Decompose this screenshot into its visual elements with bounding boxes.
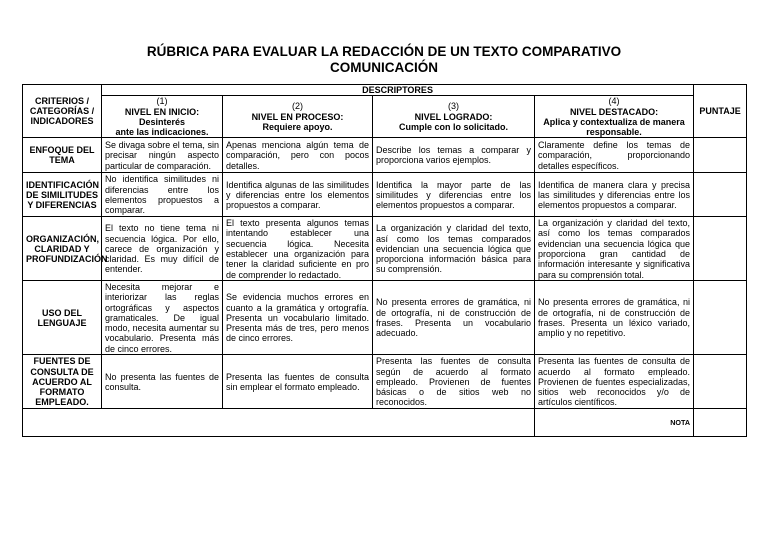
descriptor-cell: Se divaga sobre el tema, sin precisar ningún aspecto particular de comparación. [102, 138, 223, 173]
descriptor-cell: Describe los temas a comparar y proporciona varios ejemplos. [373, 138, 535, 173]
nota-row [23, 409, 747, 437]
level-4-header [535, 96, 694, 138]
score-cell [694, 217, 747, 281]
rubric-row-enfoque [23, 138, 747, 173]
descriptor-cell: Presenta las fuentes de consulta sin emplear el formato empleado. [223, 355, 373, 409]
header-row-levels [23, 96, 747, 138]
rubric-row-similitudes [23, 173, 747, 217]
descriptor-cell: No presenta errores de gramática, ni de ortografía, ni de construcción de frases. Presenta un léxico variado, amplio y no repetitivo. [535, 281, 694, 355]
descriptores-header: DESCRIPTORES [102, 85, 694, 96]
criterion-label: ENFOQUE DEL TEMA [23, 138, 102, 173]
criterion-label: ORGANIZACIÓN, CLARIDAD Y PROFUNDIZACIÓN [23, 217, 102, 281]
criterion-label: IDENTIFICACIÓN DE SIMILITUDES Y DIFERENCIAS [23, 173, 102, 217]
level-description: Requiere apoyo. [262, 122, 333, 133]
level-number: (1) [156, 96, 168, 107]
descriptor-cell: Necesita mejorar e interiorizar las reglas ortográficas y aspectos gramaticales. De igual modo, necesita aumentar su vocabulario. Presenta más de cinco errores. [102, 281, 223, 355]
level-number: (3) [448, 101, 459, 112]
score-cell [694, 138, 747, 173]
rubric-row-organizacion [23, 217, 747, 281]
level-description: Cumple con lo solicitado. [398, 122, 508, 133]
criteria-header: CRITERIOS / CATEGORÍAS / INDICADORES [23, 85, 102, 138]
header-row-top [23, 85, 747, 96]
descriptor-cell: El texto presenta algunos temas intentando establecer una secuencia lógica. Necesita establecer una organización para tener la claridad suficiente en pro de comprender lo redactado. [223, 217, 373, 281]
rubric-table [22, 84, 747, 437]
descriptor-cell: Claramente define los temas de comparación, proporcionando detalles específicos. [535, 138, 694, 173]
level-description: Aplica y contextualiza de manera responsable. [543, 116, 685, 138]
nota-value-cell [694, 409, 747, 437]
level-3-header [373, 96, 535, 138]
descriptor-cell: Apenas menciona algún tema de comparación, pero con pocos detalles. [223, 138, 373, 173]
title-line-1: RÚBRICA PARA EVALUAR LA REDACCIÓN DE UN TEXTO COMPARATIVO [146, 44, 622, 59]
descriptor-cell: No identifica similitudes ni diferencias entre los elementos propuestos a comparar. [102, 173, 223, 217]
level-2-header [223, 96, 373, 138]
score-cell [694, 281, 747, 355]
rubric-row-fuentes [23, 355, 747, 409]
score-cell [694, 355, 747, 409]
level-name: NIVEL DESTACADO: [569, 106, 659, 117]
level-number: (4) [608, 96, 620, 107]
descriptor-cell: El texto no tiene tema ni secuencia lógica. Por ello, carece de organización y claridad. Es muy difícil de entender. [102, 217, 223, 281]
descriptor-cell: No presenta las fuentes de consulta. [102, 355, 223, 409]
descriptor-cell: Se evidencia muchos errores en cuanto a la gramática y ortografía. Presenta un vocabulario limitado. Presenta más de tres, pero menos de cinco errores. [223, 281, 373, 355]
level-number: (2) [292, 101, 303, 112]
descriptor-cell: La organización y claridad del texto, así como los temas comparados evidencian una secuencia lógica que proporciona gran cantidad de información interesante y significativa para su comprensión total. [535, 217, 694, 281]
descriptor-cell: La organización y claridad del texto, así como los temas comparados evidencian una secuencia lógica que proporciona información básica para su comprensión. [373, 217, 535, 281]
descriptor-cell: Identifica algunas de las similitudes y diferencias entre los elementos propuestos a comparar. [223, 173, 373, 217]
criterion-label: USO DEL LENGUAJE [23, 281, 102, 355]
level-name: NIVEL LOGRADO: [414, 111, 493, 122]
descriptor-cell: No presenta errores de gramática, ni de ortografía, ni de construcción de frases. Presenta un vocabulario adecuado. [373, 281, 535, 355]
level-name: NIVEL EN PROCESO: [251, 111, 344, 122]
descriptor-cell: Presenta las fuentes de consulta de acuerdo al formato empleado. Provienen de fuentes especializadas, sitios web reconocidos y/o de artículos científicos. [535, 355, 694, 409]
descriptor-cell: Identifica la mayor parte de las similitudes y diferencias entre los elementos propuestos a comparar. [373, 173, 535, 217]
descriptor-cell: Presenta las fuentes de consulta según de acuerdo al formato empleado. Provienen de fuentes básicas o de sitios web no reconocidos. [373, 355, 535, 409]
nota-label: NOTA [535, 409, 694, 437]
level-description: ante las indicaciones. [115, 127, 209, 138]
title-line-2: COMUNICACIÓN [330, 60, 438, 75]
rubric-row-lenguaje [23, 281, 747, 355]
puntaje-header: PUNTAJE [694, 85, 747, 138]
document-title [0, 44, 768, 76]
descriptor-cell: Identifica de manera clara y precisa las similitudes y diferencias entre los elementos propuestos a comparar. [535, 173, 694, 217]
level-1-header [102, 96, 223, 138]
level-name: NIVEL EN INICIO: Desinterés [124, 106, 200, 127]
score-cell [694, 173, 747, 217]
criterion-label: FUENTES DE CONSULTA DE ACUERDO AL FORMATO EMPLEADO. [23, 355, 102, 409]
